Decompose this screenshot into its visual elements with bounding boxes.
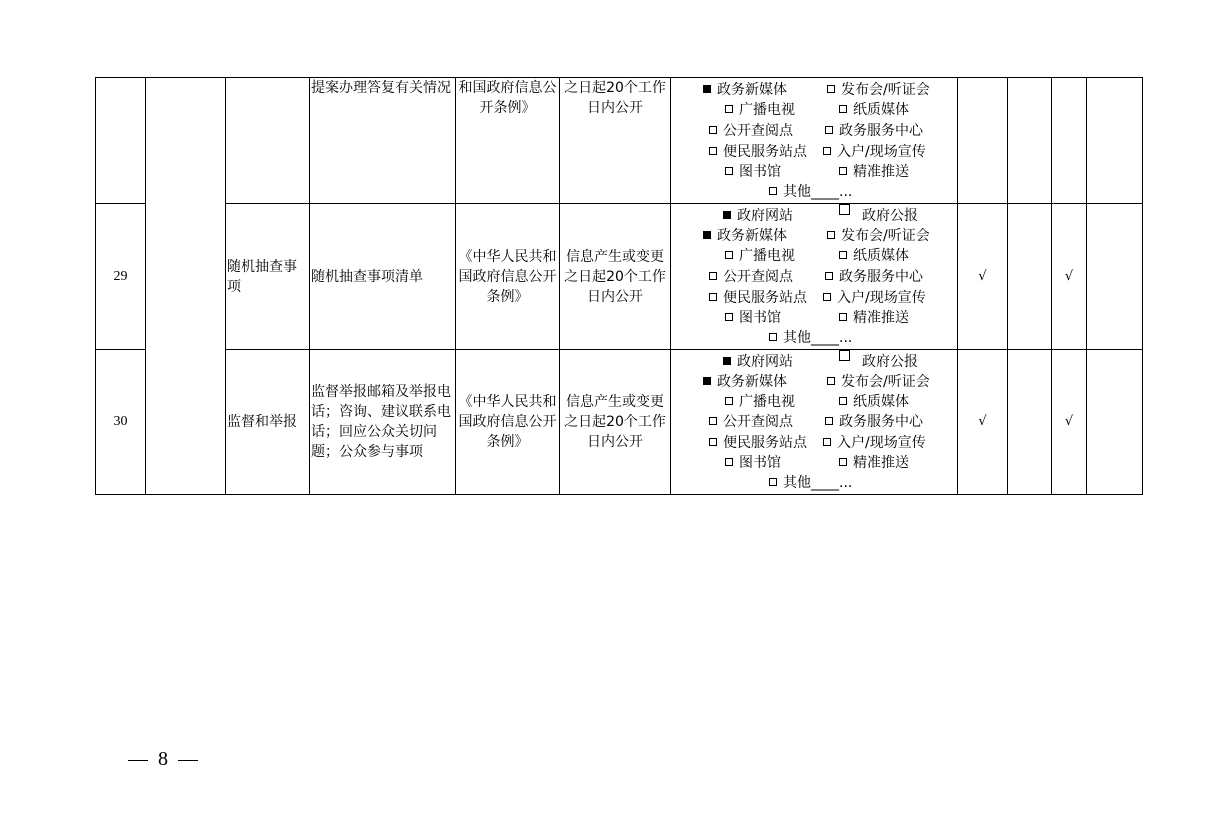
channel-label: 政务新媒体 <box>717 82 787 98</box>
checkbox-icon <box>825 126 833 134</box>
merged-category-cell <box>146 78 226 495</box>
checkbox-icon <box>709 272 717 280</box>
check-cell <box>1087 78 1143 204</box>
channel-library <box>725 308 781 328</box>
checkbox-icon <box>709 438 717 446</box>
channel-gov-website <box>723 206 793 226</box>
checkbox-icon <box>725 458 733 466</box>
channel-label: 政府网站 <box>737 354 793 370</box>
footer-dash-left <box>128 760 148 761</box>
page-footer <box>128 748 198 771</box>
channel-label: 精准推送 <box>853 310 909 326</box>
channel-public-reading <box>709 412 793 432</box>
channel-library <box>725 453 781 473</box>
channel-label: 其他____... <box>783 184 853 200</box>
row-number: 29 <box>96 204 146 350</box>
channel-precise-push <box>839 453 909 473</box>
checkbox-icon <box>725 313 733 321</box>
table-row <box>96 78 1143 204</box>
channel-label: 图书馆 <box>739 310 781 326</box>
check-cell: √ <box>958 204 1008 350</box>
channel-label: 精准推送 <box>853 164 909 180</box>
channel-label: 入户/现场宣传 <box>837 290 926 306</box>
channel-label: 纸质媒体 <box>853 102 909 118</box>
row-number: 30 <box>96 350 146 495</box>
checkbox-icon <box>709 293 717 301</box>
channel-label: 政务服务中心 <box>839 269 923 285</box>
row-category <box>226 78 310 204</box>
checkbox-icon <box>709 417 717 425</box>
channel-convenience-station <box>709 433 807 453</box>
channel-door-to-door <box>823 142 926 162</box>
row-basis: 《中华人民共和国政府信息公开条例》 <box>456 204 560 350</box>
row-category: 监督和举报 <box>226 350 310 495</box>
checkbox-icon <box>839 350 850 361</box>
checkbox-icon <box>827 377 835 385</box>
check-cell <box>1008 78 1052 204</box>
check-cell: √ <box>958 350 1008 495</box>
channel-convenience-station <box>709 288 807 308</box>
checkbox-icon <box>839 204 850 215</box>
channel-library <box>725 162 781 182</box>
row-number <box>96 78 146 204</box>
row-category: 随机抽查事项 <box>226 204 310 350</box>
checkbox-icon <box>839 397 847 405</box>
channel-convenience-station <box>709 142 807 162</box>
channel-gov-gazette <box>839 352 918 372</box>
row-time: 信息产生或变更之日起20个工作日内公开 <box>560 204 671 350</box>
channel-label: 其他____... <box>783 330 853 346</box>
channel-gov-new-media <box>703 372 787 392</box>
row-time: 信息产生或变更之日起20个工作日内公开 <box>560 350 671 495</box>
channel-service-center <box>825 267 923 287</box>
checked-box-icon <box>703 231 711 239</box>
checked-box-icon <box>723 357 731 365</box>
channel-precise-push <box>839 162 909 182</box>
channel-door-to-door <box>823 288 926 308</box>
channel-label: 政府公报 <box>862 208 918 224</box>
channel-other <box>769 328 852 348</box>
channel-label: 广播电视 <box>739 248 795 264</box>
checkbox-icon <box>839 313 847 321</box>
channel-label: 纸质媒体 <box>853 248 909 264</box>
check-cell <box>1052 78 1087 204</box>
channel-label: 入户/现场宣传 <box>837 435 926 451</box>
checkbox-icon <box>709 126 717 134</box>
checked-box-icon <box>703 85 711 93</box>
channel-door-to-door <box>823 433 926 453</box>
channel-label: 便民服务站点 <box>723 144 807 160</box>
checkbox-icon <box>839 251 847 259</box>
checkbox-icon <box>769 187 777 195</box>
check-cell: √ <box>1052 204 1087 350</box>
channel-label: 便民服务站点 <box>723 435 807 451</box>
channel-label: 纸质媒体 <box>853 394 909 410</box>
channel-label: 发布会/听证会 <box>841 228 930 244</box>
row-time: 之日起20个工作日内公开 <box>560 78 671 204</box>
channel-press-conference <box>827 372 930 392</box>
checkbox-icon <box>769 333 777 341</box>
channel-label: 政务服务中心 <box>839 123 923 139</box>
row-channels <box>671 204 958 350</box>
channel-press-conference <box>827 80 930 100</box>
channel-public-reading <box>709 267 793 287</box>
checked-box-icon <box>723 211 731 219</box>
channel-public-reading <box>709 121 793 141</box>
channel-label: 入户/现场宣传 <box>837 144 926 160</box>
checkbox-icon <box>725 251 733 259</box>
channel-print-media <box>839 392 909 412</box>
channel-label: 图书馆 <box>739 455 781 471</box>
check-cell <box>958 78 1008 204</box>
row-content: 提案办理答复有关情况 <box>310 78 456 204</box>
channel-label: 公开查阅点 <box>723 414 793 430</box>
check-cell <box>1008 350 1052 495</box>
channel-label: 广播电视 <box>739 394 795 410</box>
check-cell <box>1008 204 1052 350</box>
channel-label: 政务服务中心 <box>839 414 923 430</box>
channel-label: 公开查阅点 <box>723 269 793 285</box>
checkbox-icon <box>709 147 717 155</box>
check-cell <box>1087 350 1143 495</box>
checkbox-icon <box>827 85 835 93</box>
checkbox-icon <box>725 397 733 405</box>
channel-label: 政务新媒体 <box>717 374 787 390</box>
channel-label: 政府公报 <box>862 354 918 370</box>
channel-label: 其他____... <box>783 475 853 491</box>
channel-label: 便民服务站点 <box>723 290 807 306</box>
channel-broadcast-tv <box>725 392 795 412</box>
checked-box-icon <box>703 377 711 385</box>
channel-label: 发布会/听证会 <box>841 374 930 390</box>
checkbox-icon <box>823 147 831 155</box>
checkbox-icon <box>827 231 835 239</box>
row-content: 监督举报邮箱及举报电话；咨询、建议联系电话；回应公众关切问题；公众参与事项 <box>310 350 456 495</box>
channel-label: 图书馆 <box>739 164 781 180</box>
checkbox-icon <box>769 478 777 486</box>
row-basis: 《中华人民共和国政府信息公开条例》 <box>456 350 560 495</box>
checkbox-icon <box>823 438 831 446</box>
checkbox-icon <box>725 105 733 113</box>
channel-gov-new-media <box>703 80 787 100</box>
channel-service-center <box>825 121 923 141</box>
channel-gov-new-media <box>703 226 787 246</box>
footer-dash-right <box>178 760 198 761</box>
channel-print-media <box>839 100 909 120</box>
check-cell <box>1087 204 1143 350</box>
channel-broadcast-tv <box>725 246 795 266</box>
channel-label: 广播电视 <box>739 102 795 118</box>
channel-gov-gazette <box>839 206 918 226</box>
channel-label: 政务新媒体 <box>717 228 787 244</box>
channel-precise-push <box>839 308 909 328</box>
table-row <box>96 350 1143 495</box>
check-cell: √ <box>1052 350 1087 495</box>
channel-press-conference <box>827 226 930 246</box>
table-row <box>96 204 1143 350</box>
page-number: 8 <box>158 748 168 770</box>
channel-gov-website <box>723 352 793 372</box>
channel-broadcast-tv <box>725 100 795 120</box>
row-channels <box>671 78 958 204</box>
row-basis: 和国政府信息公开条例》 <box>456 78 560 204</box>
channel-label: 发布会/听证会 <box>841 82 930 98</box>
channel-label: 公开查阅点 <box>723 123 793 139</box>
checkbox-icon <box>825 417 833 425</box>
channel-other <box>769 473 852 493</box>
disclosure-table <box>95 77 1143 495</box>
checkbox-icon <box>839 105 847 113</box>
channel-service-center <box>825 412 923 432</box>
row-channels <box>671 350 958 495</box>
checkbox-icon <box>823 293 831 301</box>
checkbox-icon <box>839 458 847 466</box>
checkbox-icon <box>725 167 733 175</box>
checkbox-icon <box>839 167 847 175</box>
channel-other <box>769 182 852 202</box>
checkbox-icon <box>825 272 833 280</box>
channel-label: 精准推送 <box>853 455 909 471</box>
channel-label: 政府网站 <box>737 208 793 224</box>
channel-print-media <box>839 246 909 266</box>
row-content: 随机抽查事项清单 <box>310 204 456 350</box>
